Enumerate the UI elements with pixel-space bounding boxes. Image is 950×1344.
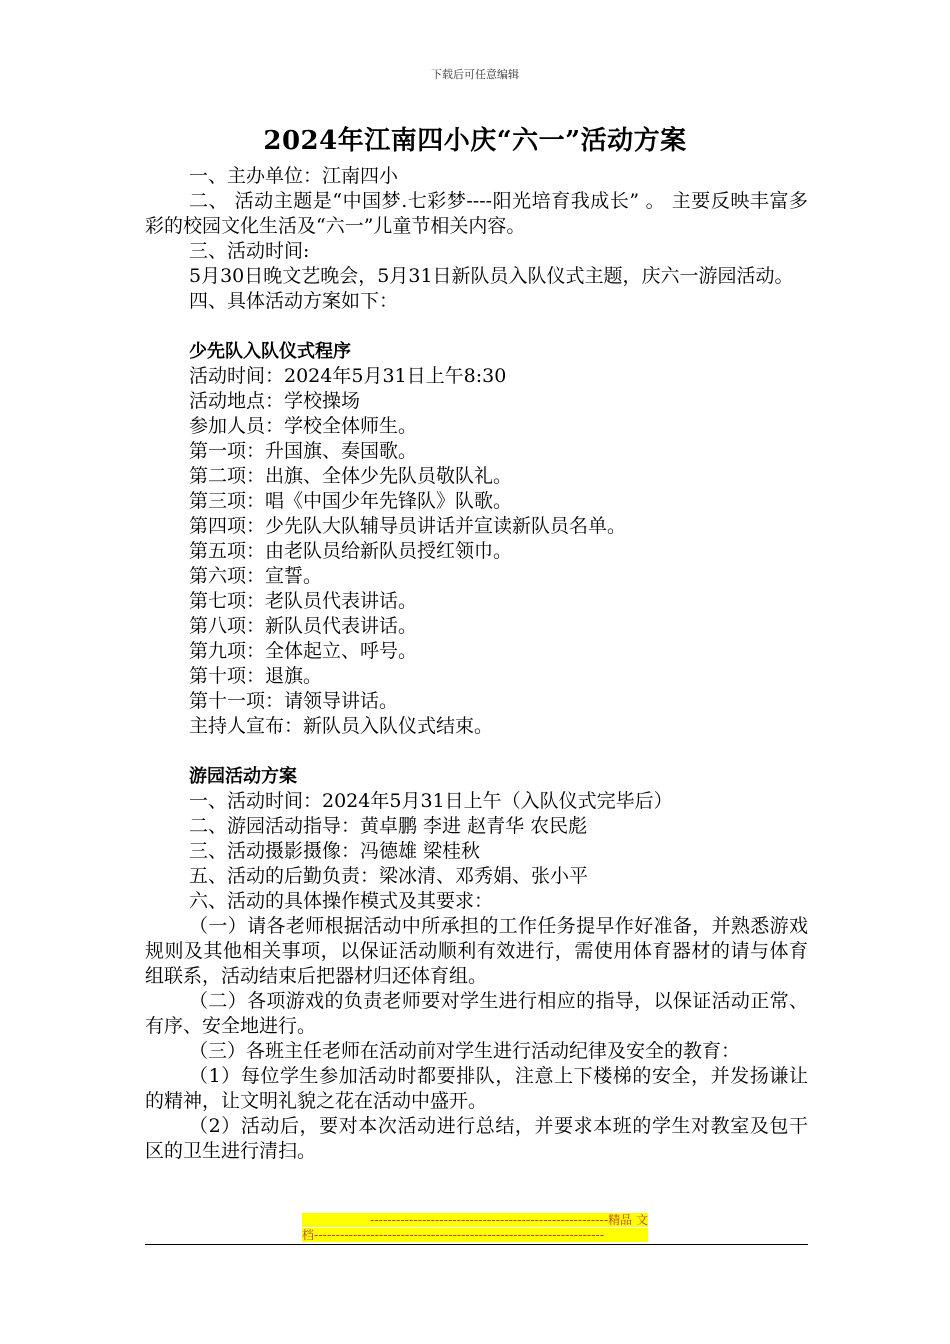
ceremony-line: 第十一项：请领导讲话。 xyxy=(189,690,399,712)
garden-party-paragraph: （二）各项游戏的负责老师要对学生进行相应的指导，以保证活动正常、有序、安全地进行。 xyxy=(145,990,808,1037)
header-note: 下载后可任意编辑 xyxy=(431,68,519,81)
ceremony-line: 第一项：升国旗、奏国歌。 xyxy=(189,440,418,462)
intro-organizer: 一、主办单位：江南四小 xyxy=(189,165,399,187)
ceremony-line: 第四项：少先队大队辅导员讲话并宣读新队员名单。 xyxy=(189,515,627,537)
ceremony-line: 活动时间：2024年5月31日上午8:30 xyxy=(189,365,507,387)
ceremony-line: 第五项：由老队员给新队员授红领巾。 xyxy=(189,540,513,562)
ceremony-line: 第七项：老队员代表讲话。 xyxy=(189,590,418,612)
footer-watermark-line-2: 档------------------------------------------------------------------- xyxy=(302,1228,648,1242)
ceremony-line: 第三项：唱《中国少年先锋队》队歌。 xyxy=(189,490,513,512)
document-body xyxy=(145,164,808,1164)
garden-party-line: 三、活动摄影摄像：冯德雄 梁桂秋 xyxy=(189,840,481,862)
ceremony-line: 第十项：退旗。 xyxy=(189,665,323,687)
footer-watermark-line-1: -------------------------------------------------------精品 文 xyxy=(302,1213,648,1227)
ceremony-line: 主持人宣布：新队员入队仪式结束。 xyxy=(189,715,494,737)
ceremony-line: 参加人员：学校全体师生。 xyxy=(189,415,418,437)
ceremony-line: 第六项：宣誓。 xyxy=(189,565,323,587)
ceremony-line: 第九项：全体起立、呼号。 xyxy=(189,640,418,662)
intro-time-detail: 5月30日晚文艺晚会，5月31日新队员入队仪式主题，庆六一游园活动。 xyxy=(189,265,794,287)
ceremony-line: 活动地点：学校操场 xyxy=(189,390,361,412)
garden-party-line: 六、活动的具体操作模式及其要求： xyxy=(189,890,494,912)
garden-party-line: 二、游园活动指导：黄卓鹏 李进 赵青华 农民彪 xyxy=(189,815,588,837)
section-title-garden-party: 游园活动方案 xyxy=(189,766,297,787)
garden-party-paragraph: （一）请各老师根据活动中所承担的工作任务提早作好准备，并熟悉游戏规则及其他相关事项，以保证活动顺利有效进行，需使用体育器材的请与体育组联系，活动结束后把器材归还体育组。 xyxy=(145,915,808,987)
section-title-ceremony: 少先队入队仪式程序 xyxy=(189,341,351,362)
garden-party-line: 五、活动的后勤负责：梁冰清、邓秀娟、张小平 xyxy=(189,865,589,887)
garden-party-paragraph: （1）每位学生参加活动时都要排队，注意上下楼梯的安全，并发扬谦让的精神，让文明礼貌之花在活动中盛开。 xyxy=(145,1065,808,1112)
intro-theme: 二、 活动主题是“中国梦.七彩梦----阳光培育我成长” 。 主要反映丰富多彩的校园文化生活及“六一”儿童节相关内容。 xyxy=(145,190,808,237)
document-title: 2024年江南四小庆“六一”活动方案 xyxy=(263,126,687,156)
footer-divider xyxy=(145,1244,808,1245)
garden-party-line: 一、活动时间：2024年5月31日上午（入队仪式完毕后） xyxy=(189,790,673,812)
garden-party-paragraph: （2）活动后，要对本次活动进行总结，并要求本班的学生对教室及包干区的卫生进行清扫。 xyxy=(145,1115,808,1162)
spacer xyxy=(145,739,808,764)
ceremony-line: 第二项：出旗、全体少先队员敬队礼。 xyxy=(189,465,513,487)
intro-plan-heading: 四、具体活动方案如下： xyxy=(189,290,399,312)
intro-time-heading: 三、活动时间: xyxy=(189,240,310,262)
garden-party-paragraph: （三）各班主任老师在活动前对学生进行活动纪律及安全的教育： xyxy=(189,1040,741,1062)
ceremony-line: 第八项：新队员代表讲话。 xyxy=(189,615,418,637)
spacer xyxy=(145,314,808,339)
